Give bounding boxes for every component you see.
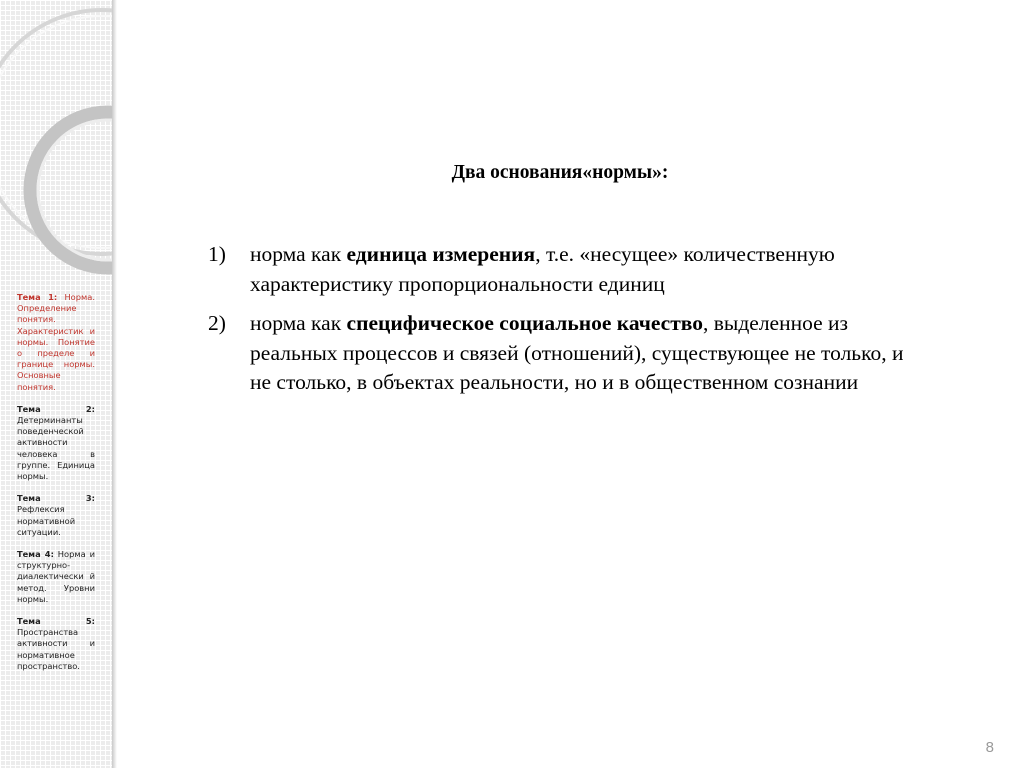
topic-item-2[interactable] bbox=[17, 404, 95, 482]
item-bold-term: единица измерения bbox=[346, 242, 536, 266]
topic-item-5[interactable] bbox=[17, 616, 95, 672]
topic-label: Тема 1: bbox=[17, 292, 58, 302]
topic-label: Тема 3: bbox=[17, 493, 95, 504]
item-suffix: , выделенное из реальных процессов и связей (отношений), существующее не только, и не столько, в объектах реальности, но и в общественном сознании bbox=[250, 311, 904, 394]
definition-item-2 bbox=[208, 309, 928, 398]
topic-text: Рефлексия нормативной ситуации. bbox=[17, 504, 76, 537]
item-prefix: норма как bbox=[250, 311, 347, 335]
item-suffix: , т.е. «несущее» количественную характеристику пропорциональности единиц bbox=[250, 242, 835, 296]
slide-heading: Два основания«нормы»: bbox=[451, 162, 669, 183]
topic-item-3[interactable] bbox=[17, 493, 95, 538]
definition-item-1 bbox=[208, 240, 928, 299]
topic-text: Норма. Определение понятия. Характеристик и нормы. Понятие о пределе и границе нормы. Основные понятия. bbox=[17, 292, 95, 392]
item-prefix: норма как bbox=[250, 242, 347, 266]
topic-text: Детерминанты поведенческой активности человека в группе. Единица нормы. bbox=[17, 415, 95, 482]
item-text bbox=[250, 309, 928, 398]
topic-text: Норма и структурно-диалектически й метод. Уровни нормы. bbox=[17, 549, 95, 604]
item-bold-term: специфическое социальное качество bbox=[346, 311, 703, 335]
topic-list bbox=[17, 292, 95, 683]
decorative-circles bbox=[0, 0, 112, 300]
definition-list bbox=[208, 240, 928, 408]
item-number: 2) bbox=[208, 311, 226, 335]
page-number: 8 bbox=[985, 739, 994, 756]
sidebar-panel bbox=[0, 0, 112, 768]
topic-label: Тема 2: bbox=[17, 403, 95, 414]
topic-text: Пространства активности и нормативное пространство. bbox=[17, 627, 95, 671]
topic-label: Тема 4: bbox=[17, 549, 54, 560]
item-number: 1) bbox=[208, 242, 226, 266]
topic-item-1[interactable] bbox=[17, 292, 95, 393]
topic-item-4[interactable] bbox=[17, 549, 95, 605]
item-text bbox=[250, 240, 928, 299]
sidebar-shadow bbox=[112, 0, 117, 768]
topic-label: Тема 5: bbox=[17, 616, 95, 627]
